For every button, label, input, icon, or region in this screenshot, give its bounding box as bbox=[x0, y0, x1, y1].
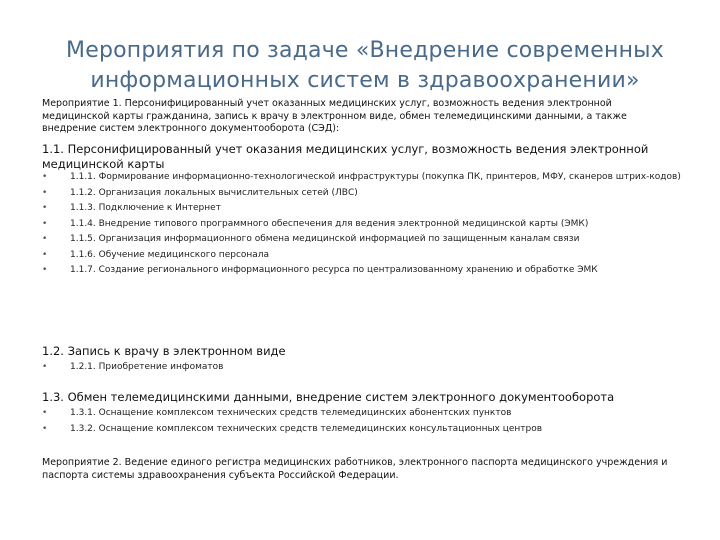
list-item-text: 1.1.2. Организация локальных вычислительных сетей (ЛВС) bbox=[70, 187, 358, 198]
list-item-text: 1.1.4. Внедрение типового программного обеспечения для ведения электронной медицинской карты (ЭМК) bbox=[70, 218, 589, 229]
list-item bbox=[42, 203, 682, 215]
list-item bbox=[42, 265, 682, 277]
list-item bbox=[42, 250, 682, 262]
page-title: Мероприятия по задаче «Внедрение современных информационных систем в здравоохранении» bbox=[66, 38, 664, 93]
bullet-icon: • bbox=[42, 234, 48, 244]
list-item-text: 1.2.1. Приобретение инфоматов bbox=[70, 362, 224, 372]
bullet-icon: • bbox=[42, 423, 48, 434]
section-list-1-3 bbox=[42, 408, 682, 439]
list-item bbox=[42, 219, 682, 231]
list-item bbox=[42, 188, 682, 200]
list-item-text: 1.1.6. Обучение медицинского персонала bbox=[70, 249, 270, 260]
section-list-1-2 bbox=[42, 362, 682, 378]
list-item bbox=[42, 408, 682, 420]
bullet-icon: • bbox=[42, 249, 48, 260]
bullet-icon: • bbox=[42, 203, 48, 213]
list-item-text: 1.1.7. Создание регионального информационного ресурса по централизованному хранению и обработке ЭМК bbox=[70, 265, 598, 275]
bullet-icon: • bbox=[42, 408, 48, 418]
list-item-text: 1.3.2. Оснащение комплексом технических средств телемедицинских консультационных центров bbox=[70, 423, 543, 434]
bullet-icon: • bbox=[42, 265, 48, 275]
section-heading-1-2: 1.2. Запись к врачу в электронном виде bbox=[42, 344, 286, 358]
section-list-1-1 bbox=[42, 172, 682, 281]
list-item-text: 1.1.1. Формирование информационно-технологической инфраструктуры (покупка ПК, принтеров, МФУ, сканеров штрих-кодов) bbox=[70, 172, 681, 182]
bullet-icon: • bbox=[42, 218, 48, 229]
list-item-text: 1.1.5. Организация информационного обмена медицинской информацией по защищенным каналам связи bbox=[70, 234, 580, 244]
list-item-text: 1.3.1. Оснащение комплексом технических средств телемедицинских абонентских пунктов bbox=[70, 408, 512, 418]
bullet-icon: • bbox=[42, 172, 48, 182]
list-item-text: 1.1.3. Подключение к Интернет bbox=[70, 203, 221, 213]
activity-1-intro: Мероприятие 1. Персонифицированный учет оказанных медицинских услуг, возможность ведения электронной медицинской карты гражданина, запись к врачу в электронном виде, обмен телемедицинскими данными, а также внедрение систем электронного документооборота (СЭД): bbox=[42, 98, 627, 134]
list-item bbox=[42, 362, 682, 374]
section-heading-1-1: 1.1. Персонифицированный учет оказания медицинских услуг, возможность ведения электронной медицинской карты bbox=[42, 142, 649, 171]
bullet-icon: • bbox=[42, 187, 48, 198]
list-item bbox=[42, 172, 682, 184]
bullet-icon: • bbox=[42, 362, 48, 372]
activity-2-text: Мероприятие 2. Ведение единого регистра медицинских работников, электронного паспорта медицинского учреждения и паспорта системы здравоохранения субъекта Российской Федерации. bbox=[42, 457, 668, 481]
list-item bbox=[42, 424, 682, 436]
section-heading-1-3: 1.3. Обмен телемедицинскими данными, внедрение систем электронного документооборота bbox=[42, 390, 615, 404]
list-item bbox=[42, 234, 682, 246]
